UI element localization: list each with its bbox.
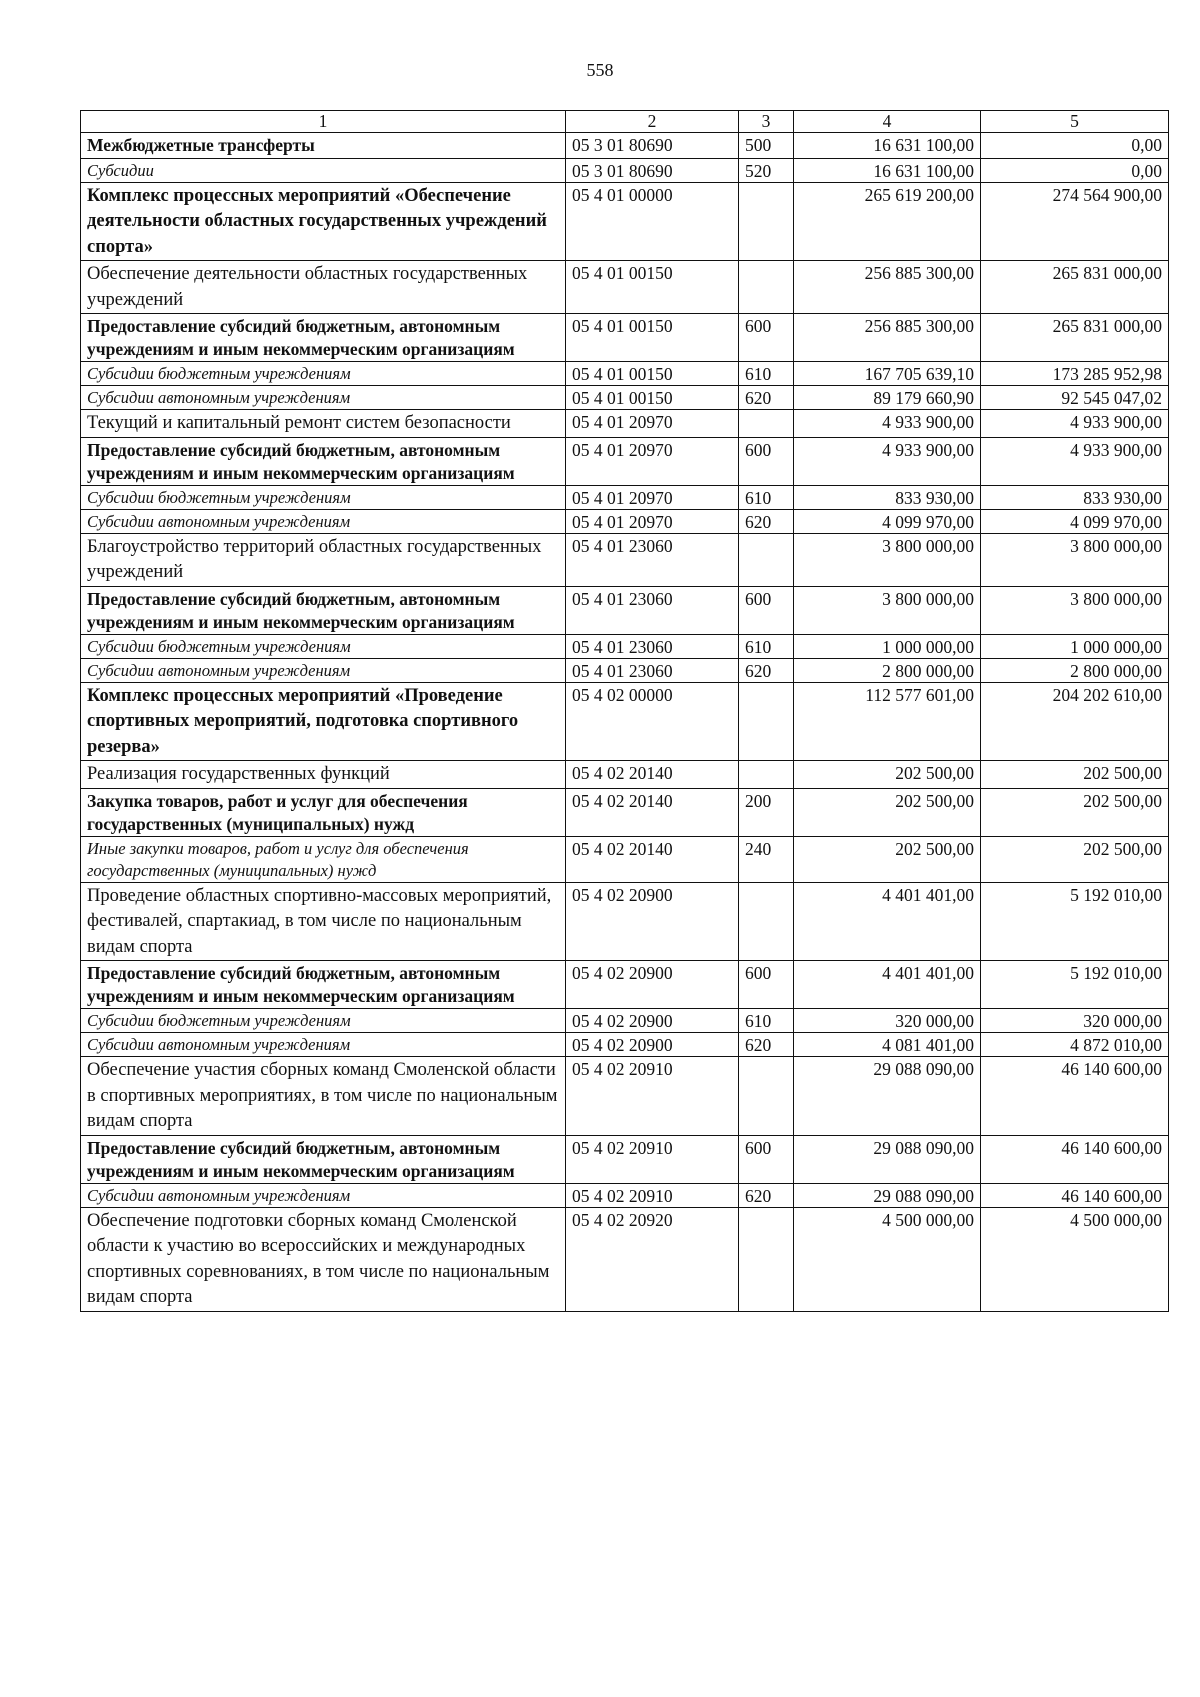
row-name: Субсидии автономным учреждениям [81, 386, 566, 410]
row-expense-type: 600 [739, 586, 794, 634]
row-expense-type: 620 [739, 1183, 794, 1207]
row-amount-col-5: 4 099 970,00 [981, 509, 1169, 533]
table-row [81, 882, 1169, 961]
row-name: Реализация государственных функций [81, 761, 566, 789]
row-code: 05 4 02 20910 [566, 1057, 739, 1136]
table-row [81, 836, 1169, 882]
header-col-2: 2 [566, 111, 739, 133]
row-expense-type: 610 [739, 485, 794, 509]
row-amount-col-5: 265 831 000,00 [981, 261, 1169, 314]
row-name: Предоставление субсидий бюджетным, автономным учреждениям и иным некоммерческим организациям [81, 961, 566, 1009]
table-row [81, 362, 1169, 386]
row-code: 05 4 01 23060 [566, 533, 739, 586]
row-name: Обеспечение подготовки сборных команд Смоленской области к участию во всероссийских и международных спортивных соревнованиях, в том числе по национальным видам спорта [81, 1207, 566, 1311]
table-row [81, 586, 1169, 634]
row-name: Субсидии бюджетным учреждениям [81, 362, 566, 386]
row-amount-col-4: 4 933 900,00 [794, 410, 981, 438]
row-expense-type: 610 [739, 362, 794, 386]
row-code: 05 4 02 20140 [566, 761, 739, 789]
row-expense-type: 620 [739, 509, 794, 533]
row-name: Субсидии автономным учреждениям [81, 1033, 566, 1057]
row-expense-type [739, 1207, 794, 1311]
table-row [81, 1135, 1169, 1183]
row-name: Субсидии бюджетным учреждениям [81, 634, 566, 658]
row-amount-col-4: 202 500,00 [794, 836, 981, 882]
row-amount-col-5: 320 000,00 [981, 1009, 1169, 1033]
row-expense-type: 520 [739, 158, 794, 182]
row-amount-col-4: 2 800 000,00 [794, 658, 981, 682]
row-amount-col-5: 202 500,00 [981, 761, 1169, 789]
table-row [81, 1207, 1169, 1311]
row-code: 05 4 01 23060 [566, 586, 739, 634]
table-row [81, 437, 1169, 485]
row-name: Комплекс процессных мероприятий «Проведение спортивных мероприятий, подготовка спортивного резерва» [81, 682, 566, 761]
row-code: 05 4 02 20140 [566, 788, 739, 836]
table-row [81, 682, 1169, 761]
table-row [81, 1033, 1169, 1057]
row-amount-col-5: 202 500,00 [981, 836, 1169, 882]
row-code: 05 4 01 00150 [566, 362, 739, 386]
row-amount-col-4: 167 705 639,10 [794, 362, 981, 386]
table-row [81, 386, 1169, 410]
row-amount-col-4: 4 933 900,00 [794, 437, 981, 485]
row-amount-col-5: 4 933 900,00 [981, 410, 1169, 438]
header-row [81, 111, 1169, 133]
row-name: Субсидии бюджетным учреждениям [81, 485, 566, 509]
row-expense-type: 600 [739, 314, 794, 362]
row-amount-col-5: 202 500,00 [981, 788, 1169, 836]
row-name: Проведение областных спортивно-массовых мероприятий, фестивалей, спартакиад, в том числе по национальным видам спорта [81, 882, 566, 961]
row-expense-type [739, 182, 794, 261]
row-code: 05 4 01 20970 [566, 485, 739, 509]
row-name: Субсидии автономным учреждениям [81, 1183, 566, 1207]
row-amount-col-5: 46 140 600,00 [981, 1183, 1169, 1207]
row-code: 05 4 01 23060 [566, 658, 739, 682]
row-expense-type: 620 [739, 1033, 794, 1057]
row-code: 05 4 02 20140 [566, 836, 739, 882]
row-amount-col-4: 89 179 660,90 [794, 386, 981, 410]
row-amount-col-4: 29 088 090,00 [794, 1135, 981, 1183]
row-expense-type [739, 1057, 794, 1136]
row-amount-col-4: 16 631 100,00 [794, 133, 981, 159]
table-row [81, 1183, 1169, 1207]
header-col-1: 1 [81, 111, 566, 133]
row-amount-col-4: 1 000 000,00 [794, 634, 981, 658]
header-col-4: 4 [794, 111, 981, 133]
table-row [81, 533, 1169, 586]
row-expense-type: 600 [739, 437, 794, 485]
row-expense-type [739, 261, 794, 314]
row-amount-col-4: 202 500,00 [794, 788, 981, 836]
page-number: 558 [586, 60, 614, 80]
row-amount-col-4: 256 885 300,00 [794, 314, 981, 362]
row-amount-col-5: 2 800 000,00 [981, 658, 1169, 682]
row-amount-col-4: 4 500 000,00 [794, 1207, 981, 1311]
row-expense-type: 610 [739, 634, 794, 658]
row-name: Благоустройство территорий областных государственных учреждений [81, 533, 566, 586]
row-amount-col-5: 1 000 000,00 [981, 634, 1169, 658]
row-expense-type [739, 682, 794, 761]
table-row [81, 485, 1169, 509]
row-code: 05 4 01 20970 [566, 509, 739, 533]
row-name: Предоставление субсидий бюджетным, автономным учреждениям и иным некоммерческим организациям [81, 586, 566, 634]
table-row [81, 410, 1169, 438]
header-col-3: 3 [739, 111, 794, 133]
row-name: Субсидии автономным учреждениям [81, 509, 566, 533]
row-amount-col-4: 265 619 200,00 [794, 182, 981, 261]
row-amount-col-4: 3 800 000,00 [794, 586, 981, 634]
row-code: 05 4 02 00000 [566, 682, 739, 761]
table-row [81, 658, 1169, 682]
row-amount-col-5: 92 545 047,02 [981, 386, 1169, 410]
row-amount-col-5: 274 564 900,00 [981, 182, 1169, 261]
row-code: 05 4 02 20900 [566, 1033, 739, 1057]
row-code: 05 4 02 20910 [566, 1183, 739, 1207]
row-amount-col-4: 4 081 401,00 [794, 1033, 981, 1057]
row-expense-type: 620 [739, 658, 794, 682]
row-expense-type: 200 [739, 788, 794, 836]
row-expense-type: 610 [739, 1009, 794, 1033]
table-row [81, 1009, 1169, 1033]
row-amount-col-4: 202 500,00 [794, 761, 981, 789]
row-name: Субсидии автономным учреждениям [81, 658, 566, 682]
row-code: 05 4 01 00150 [566, 386, 739, 410]
row-expense-type [739, 761, 794, 789]
row-code: 05 4 02 20900 [566, 882, 739, 961]
row-code: 05 4 02 20920 [566, 1207, 739, 1311]
row-expense-type: 620 [739, 386, 794, 410]
row-amount-col-5: 204 202 610,00 [981, 682, 1169, 761]
table-row [81, 261, 1169, 314]
row-amount-col-5: 46 140 600,00 [981, 1135, 1169, 1183]
row-amount-col-5: 4 500 000,00 [981, 1207, 1169, 1311]
row-amount-col-5: 833 930,00 [981, 485, 1169, 509]
table-row [81, 788, 1169, 836]
row-amount-col-4: 3 800 000,00 [794, 533, 981, 586]
row-name: Межбюджетные трансферты [81, 133, 566, 159]
row-expense-type [739, 410, 794, 438]
row-amount-col-5: 3 800 000,00 [981, 586, 1169, 634]
row-amount-col-4: 320 000,00 [794, 1009, 981, 1033]
row-amount-col-5: 173 285 952,98 [981, 362, 1169, 386]
row-amount-col-4: 29 088 090,00 [794, 1183, 981, 1207]
row-name: Закупка товаров, работ и услуг для обеспечения государственных (муниципальных) нужд [81, 788, 566, 836]
row-name: Субсидии бюджетным учреждениям [81, 1009, 566, 1033]
table-row [81, 158, 1169, 182]
row-expense-type: 600 [739, 1135, 794, 1183]
row-expense-type [739, 533, 794, 586]
table-row [81, 314, 1169, 362]
row-amount-col-4: 4 401 401,00 [794, 882, 981, 961]
row-name: Обеспечение деятельности областных государственных учреждений [81, 261, 566, 314]
row-code: 05 3 01 80690 [566, 133, 739, 159]
row-amount-col-4: 16 631 100,00 [794, 158, 981, 182]
row-name: Субсидии [81, 158, 566, 182]
row-code: 05 4 02 20900 [566, 961, 739, 1009]
table-row [81, 509, 1169, 533]
budget-table [80, 110, 1169, 1312]
row-name: Текущий и капитальный ремонт систем безопасности [81, 410, 566, 438]
row-name: Предоставление субсидий бюджетным, автономным учреждениям и иным некоммерческим организациям [81, 1135, 566, 1183]
row-amount-col-5: 3 800 000,00 [981, 533, 1169, 586]
row-amount-col-4: 29 088 090,00 [794, 1057, 981, 1136]
row-amount-col-5: 46 140 600,00 [981, 1057, 1169, 1136]
row-name: Предоставление субсидий бюджетным, автономным учреждениям и иным некоммерческим организациям [81, 314, 566, 362]
row-amount-col-5: 4 933 900,00 [981, 437, 1169, 485]
table-row [81, 634, 1169, 658]
row-amount-col-4: 256 885 300,00 [794, 261, 981, 314]
row-amount-col-4: 833 930,00 [794, 485, 981, 509]
row-amount-col-5: 4 872 010,00 [981, 1033, 1169, 1057]
row-code: 05 4 02 20900 [566, 1009, 739, 1033]
row-amount-col-5: 5 192 010,00 [981, 961, 1169, 1009]
row-name: Предоставление субсидий бюджетным, автономным учреждениям и иным некоммерческим организациям [81, 437, 566, 485]
row-name: Иные закупки товаров, работ и услуг для обеспечения государственных (муниципальных) нужд [81, 836, 566, 882]
row-amount-col-4: 4 099 970,00 [794, 509, 981, 533]
row-amount-col-5: 265 831 000,00 [981, 314, 1169, 362]
row-expense-type [739, 882, 794, 961]
row-code: 05 4 01 00000 [566, 182, 739, 261]
table-row [81, 1057, 1169, 1136]
row-code: 05 4 01 20970 [566, 410, 739, 438]
row-amount-col-5: 5 192 010,00 [981, 882, 1169, 961]
header-col-5: 5 [981, 111, 1169, 133]
row-name: Обеспечение участия сборных команд Смоленской области в спортивных мероприятиях, в том числе по национальным видам спорта [81, 1057, 566, 1136]
row-code: 05 4 01 00150 [566, 261, 739, 314]
table-row [81, 761, 1169, 789]
table-row [81, 961, 1169, 1009]
row-code: 05 3 01 80690 [566, 158, 739, 182]
row-amount-col-5: 0,00 [981, 133, 1169, 159]
row-code: 05 4 01 23060 [566, 634, 739, 658]
row-amount-col-5: 0,00 [981, 158, 1169, 182]
row-code: 05 4 02 20910 [566, 1135, 739, 1183]
row-code: 05 4 01 20970 [566, 437, 739, 485]
row-expense-type: 600 [739, 961, 794, 1009]
table-row [81, 133, 1169, 159]
row-name: Комплекс процессных мероприятий «Обеспечение деятельности областных государственных учреждений спорта» [81, 182, 566, 261]
row-expense-type: 240 [739, 836, 794, 882]
row-amount-col-4: 112 577 601,00 [794, 682, 981, 761]
row-expense-type: 500 [739, 133, 794, 159]
table-row [81, 182, 1169, 261]
row-code: 05 4 01 00150 [566, 314, 739, 362]
row-amount-col-4: 4 401 401,00 [794, 961, 981, 1009]
